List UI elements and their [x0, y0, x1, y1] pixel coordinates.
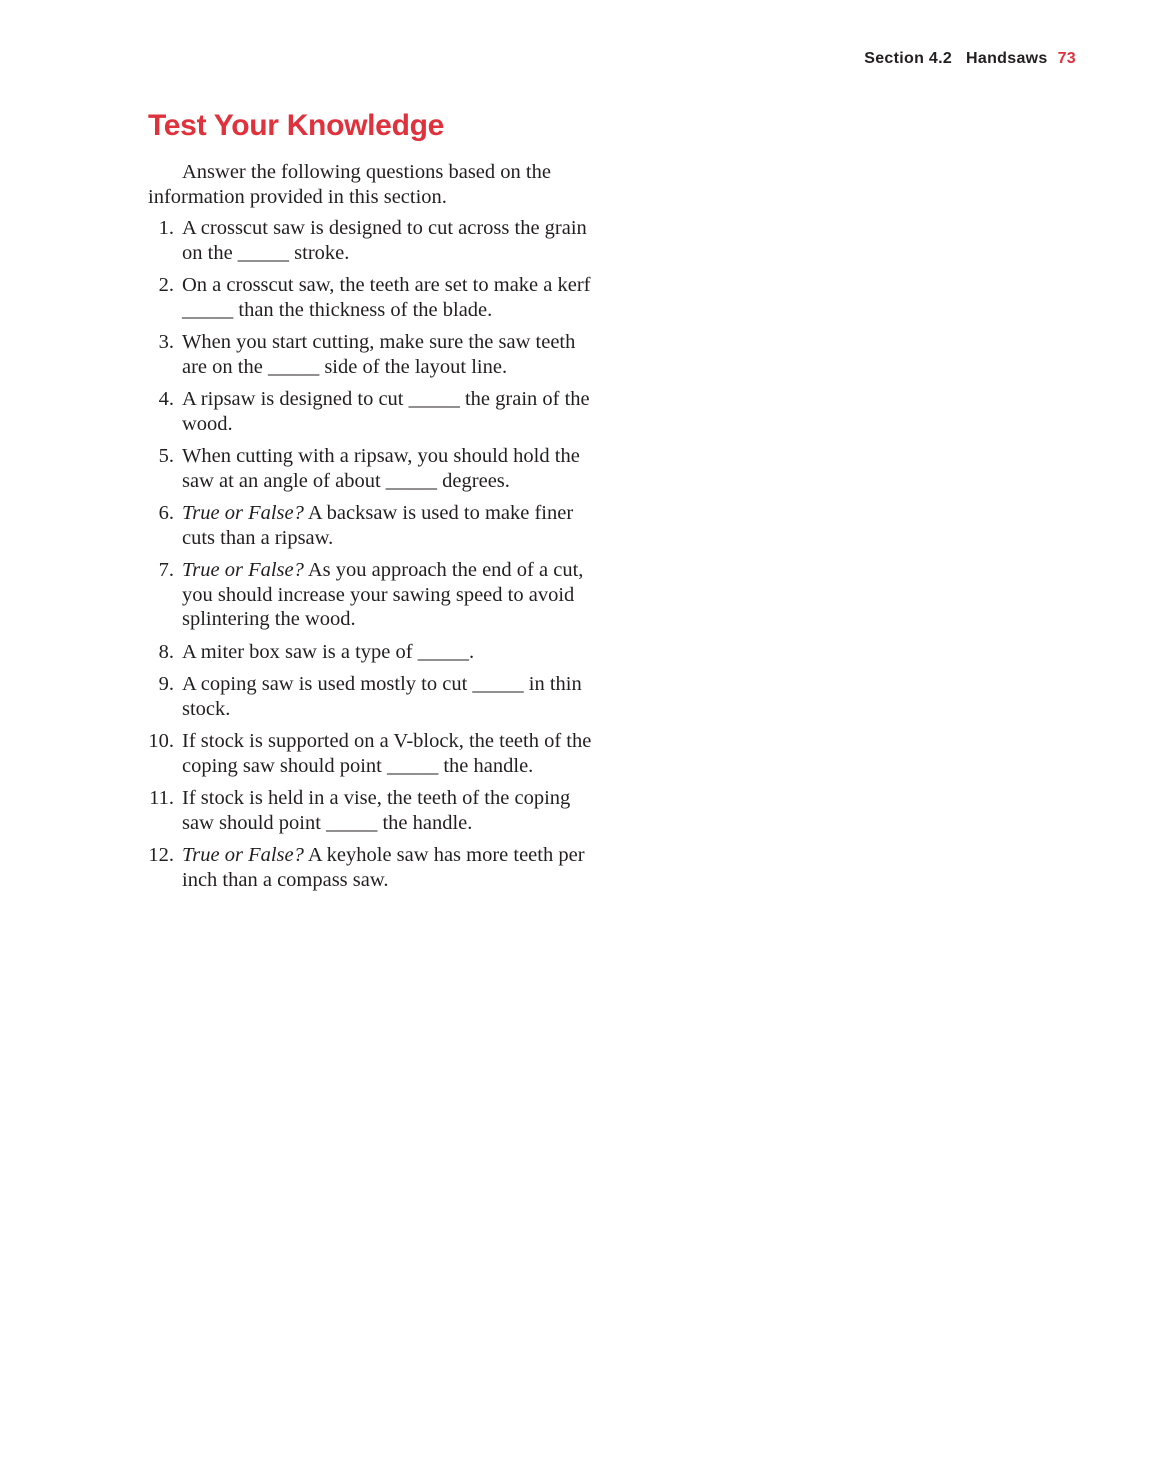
- question-text: As you approach the end of a cut, you should increase your sawing speed to avoid splintering the wood.: [182, 559, 584, 630]
- question-item: [148, 640, 598, 665]
- question-text: When cutting with a ripsaw, you should hold the saw at an angle of about _____ degrees.: [182, 445, 580, 492]
- question-item: [148, 387, 598, 436]
- question-text: A keyhole saw has more teeth per inch than a compass saw.: [182, 844, 585, 891]
- question-text: On a crosscut saw, the teeth are set to make a kerf _____ than the thickness of the blade.: [182, 274, 591, 321]
- question-text: A coping saw is used mostly to cut _____ in thin stock.: [182, 673, 582, 720]
- question-number: 11.: [149, 787, 174, 809]
- question-text: A backsaw is used to make finer cuts than a ripsaw.: [182, 502, 574, 549]
- question-number: 6.: [158, 502, 174, 524]
- question-prefix: True or False?: [182, 559, 304, 581]
- question-item: [148, 330, 598, 379]
- question-number: 3.: [158, 331, 174, 353]
- question-text: If stock is supported on a V-block, the teeth of the coping saw should point _____ the handle.: [182, 730, 592, 777]
- question-number: 5.: [158, 445, 174, 467]
- question-item: [148, 444, 598, 493]
- question-text: A crosscut saw is designed to cut across the grain on the _____ stroke.: [182, 217, 587, 264]
- question-number: 9.: [158, 673, 174, 695]
- question-item: [148, 786, 598, 835]
- question-number: 12.: [148, 844, 174, 866]
- question-item: [148, 501, 598, 550]
- question-number: 10.: [148, 730, 174, 752]
- question-number: 2.: [158, 274, 174, 296]
- question-item: [148, 672, 598, 721]
- page-number: 73: [1057, 50, 1076, 67]
- question-item: [148, 558, 598, 632]
- intro-paragraph: Answer the following questions based on the information provided in this section.: [148, 161, 551, 208]
- question-text: A miter box saw is a type of _____.: [182, 640, 475, 663]
- section-heading: Test Your Knowledge: [148, 109, 444, 142]
- question-number: 4.: [158, 388, 174, 410]
- question-item: [148, 729, 598, 778]
- question-item: [148, 216, 598, 265]
- question-number: 7.: [158, 559, 174, 581]
- question-prefix: True or False?: [182, 844, 304, 866]
- question-item: [148, 843, 598, 892]
- running-head: [864, 50, 1076, 68]
- question-prefix: True or False?: [182, 502, 304, 524]
- question-number: 1.: [158, 217, 174, 239]
- review-section: [148, 106, 598, 900]
- question-text: When you start cutting, make sure the saw teeth are on the _____ side of the layout line.: [182, 331, 576, 378]
- question-text: If stock is held in a vise, the teeth of the coping saw should point _____ the handle.: [182, 787, 571, 834]
- chapter-label: Handsaws: [966, 50, 1048, 67]
- question-item: [148, 273, 598, 322]
- question-number: 8.: [158, 640, 174, 663]
- question-list: [148, 216, 598, 892]
- question-text: A ripsaw is designed to cut _____ the grain of the wood.: [182, 388, 590, 435]
- section-label: Section 4.2: [864, 50, 953, 67]
